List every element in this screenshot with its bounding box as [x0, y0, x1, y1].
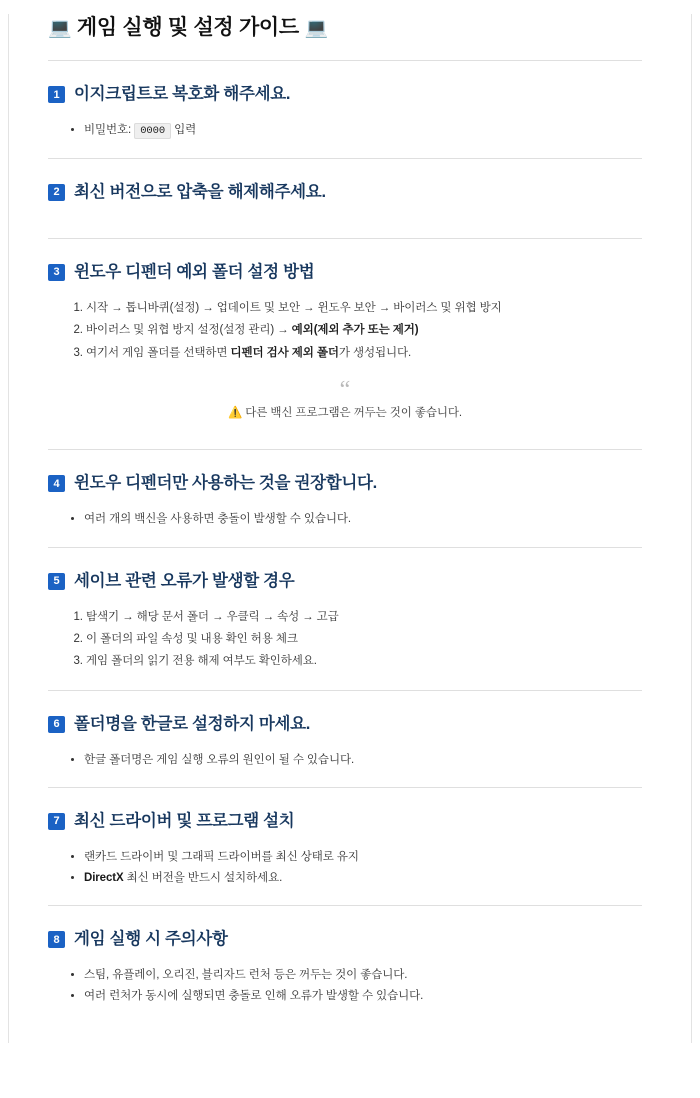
quote-mark-icon: “ — [339, 376, 351, 403]
list-item — [84, 847, 642, 867]
bullet-text-emphasis: DirectX — [84, 871, 124, 884]
step-body — [48, 499, 642, 546]
step-body — [48, 597, 642, 690]
step-body — [48, 288, 642, 449]
step-number-badge: 7 — [48, 813, 65, 830]
section-step-3 — [48, 261, 642, 449]
divider — [48, 690, 642, 691]
divider — [48, 60, 642, 61]
warning-icon: ⚠️ — [227, 407, 243, 420]
bullet-list — [48, 120, 642, 140]
bullet-text: 스팀, 유플레이, 오리진, 블리자드 런처 등은 꺼두는 것이 좋습니다. — [84, 969, 408, 982]
step-header — [48, 83, 642, 106]
ordered-list — [48, 298, 642, 364]
step-title: 최신 드라이버 및 프로그램 설치 — [74, 811, 295, 830]
laptop-icon-right: 💻 — [304, 18, 328, 39]
bullet-list — [48, 965, 642, 1006]
list-item-text: 시작 → 톱니바퀴(설정) → 업데이트 및 보안 → 윈도우 보안 → 바이러스 및 위협 방지 — [86, 302, 502, 314]
step-title: 윈도우 디펜더 예외 폴더 설정 방법 — [74, 262, 315, 281]
bullet-text: 랜카드 드라이버 및 그래픽 드라이버를 최신 상태로 유지 — [84, 850, 359, 863]
password-value: 0000 — [134, 123, 171, 139]
step-number-badge: 4 — [48, 475, 65, 492]
callout-quote — [48, 378, 642, 430]
section-step-4 — [48, 472, 642, 546]
step-number-badge: 3 — [48, 264, 65, 281]
divider — [48, 238, 642, 239]
divider — [48, 449, 642, 450]
step-header — [48, 261, 642, 284]
divider — [48, 787, 642, 788]
step-title: 게임 실행 시 주의사항 — [74, 930, 228, 949]
guide-page — [0, 14, 700, 1043]
list-item-text-emphasis: 예외(제외 추가 또는 제거) — [291, 324, 419, 337]
bullet-list — [48, 847, 642, 888]
section-step-1 — [48, 83, 642, 157]
bullet-text: 한글 폴더명은 게임 실행 오류의 원인이 될 수 있습니다. — [84, 753, 355, 766]
divider — [48, 158, 642, 159]
section-step-7 — [48, 810, 642, 905]
list-item-text-emphasis: 디펜더 검사 제외 폴더 — [230, 346, 339, 359]
step-number-badge: 8 — [48, 931, 65, 948]
callout-message: 다른 백신 프로그램은 꺼두는 것이 좋습니다. — [245, 407, 463, 420]
step-number-badge: 1 — [48, 86, 65, 103]
step-title: 최신 버전으로 압축을 해제해주세요. — [74, 182, 326, 201]
list-item — [84, 509, 642, 529]
divider — [48, 547, 642, 548]
bullet-list — [48, 509, 642, 529]
list-item — [86, 629, 642, 650]
list-item-text: 이 폴더의 파일 속성 및 내용 확인 허용 체크 — [86, 632, 298, 645]
ordered-list — [48, 607, 642, 673]
list-item-text: 탐색기 → 해당 문서 폴더 → 우클릭 → 속성 → 고급 — [86, 610, 339, 623]
step-title: 윈도우 디펜더만 사용하는 것을 권장합니다. — [74, 474, 377, 493]
step-body — [48, 837, 642, 905]
step-body — [48, 110, 642, 157]
list-item — [84, 986, 642, 1006]
step-body — [48, 955, 642, 1023]
list-item — [84, 868, 642, 888]
list-item — [86, 320, 642, 341]
laptop-icon-left: 💻 — [48, 18, 72, 39]
left-edge-rule — [8, 14, 9, 1043]
bullet-text-pre: 비밀번호: — [84, 124, 135, 137]
bullet-list — [48, 750, 642, 770]
page-title-text: 게임 실행 및 설정 가이드 — [76, 16, 299, 39]
list-item-text-post: 가 생성됩니다. — [338, 346, 412, 359]
step-body — [48, 740, 642, 787]
step-number-badge: 2 — [48, 184, 65, 201]
right-edge-rule — [691, 14, 692, 1043]
step-header — [48, 810, 642, 833]
list-item-text-pre: 바이러스 및 위협 방지 설정(설정 관리) → — [86, 324, 292, 337]
callout-text — [228, 407, 462, 419]
bullet-text-post: 최신 버전을 반드시 설치하세요. — [123, 871, 283, 884]
step-header — [48, 570, 642, 593]
step-body — [48, 208, 642, 238]
page-title — [48, 14, 642, 60]
bullet-text: 여러 개의 백신을 사용하면 충돌이 발생할 수 있습니다. — [84, 513, 351, 526]
bullet-text-post: 입력 — [171, 124, 197, 137]
step-header — [48, 472, 642, 495]
list-item-text-pre: 여기서 게임 폴더를 선택하면 — [86, 346, 231, 359]
list-item — [84, 750, 642, 770]
section-step-8 — [48, 928, 642, 1023]
step-header — [48, 713, 642, 736]
section-step-2 — [48, 181, 642, 238]
divider — [48, 905, 642, 906]
list-item — [86, 298, 642, 319]
step-number-badge: 5 — [48, 573, 65, 590]
step-number-badge: 6 — [48, 716, 65, 733]
step-header — [48, 928, 642, 951]
section-step-5 — [48, 570, 642, 690]
list-item-text: 게임 폴더의 읽기 전용 해제 여부도 확인하세요. — [86, 655, 317, 668]
section-step-6 — [48, 713, 642, 787]
list-item — [84, 965, 642, 985]
spacer — [48, 214, 642, 222]
step-title: 세이브 관련 오류가 발생할 경우 — [74, 571, 295, 590]
list-item — [84, 120, 642, 140]
list-item — [86, 343, 642, 364]
list-item — [86, 607, 642, 628]
step-title: 이지크립트로 복호화 해주세요. — [74, 85, 291, 104]
step-header — [48, 181, 642, 204]
list-item — [86, 651, 642, 672]
bullet-text: 여러 런처가 동시에 실행되면 충돌로 인해 오류가 발생할 수 있습니다. — [84, 990, 424, 1003]
step-title: 폴더명을 한글로 설정하지 마세요. — [74, 714, 311, 733]
